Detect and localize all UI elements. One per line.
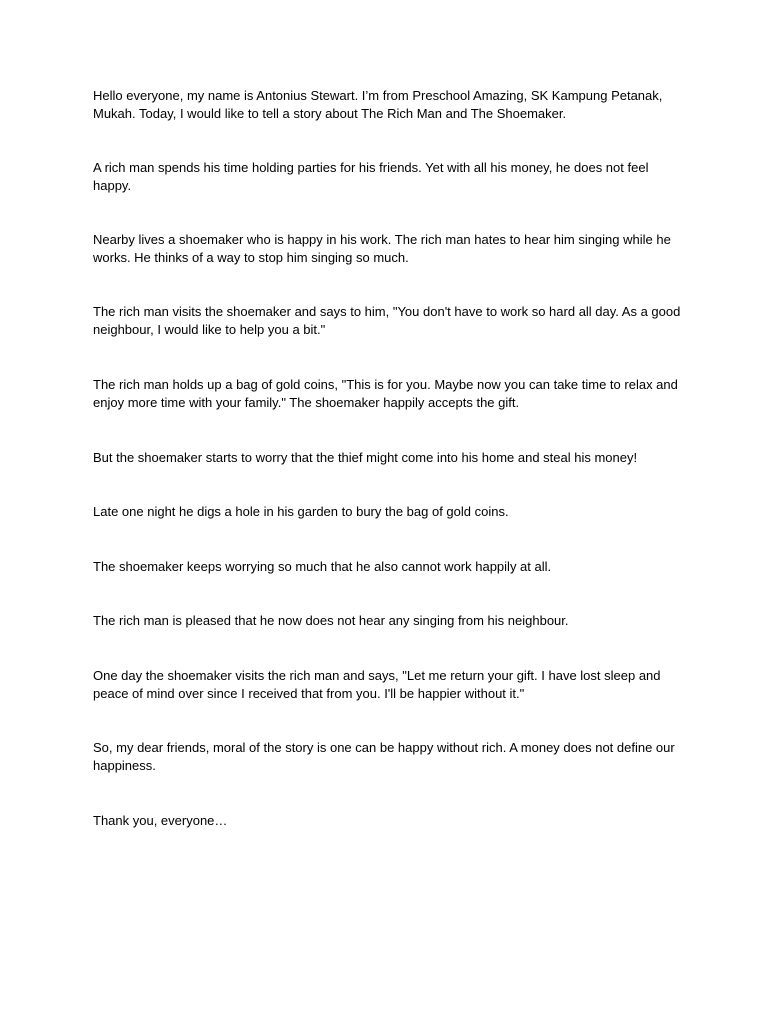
paragraph-moral: So, my dear friends, moral of the story is one can be happy without rich. A money does not define our happiness. [93, 740, 675, 774]
paragraph-keeps-worrying: The shoemaker keeps worrying so much that he also cannot work happily at all. [93, 559, 552, 574]
paragraph-introduction: Hello everyone, my name is Antonius Stewart. I’m from Preschool Amazing, SK Kampung Petanak, Mukah. Today, I would like to tell a story about The Rich Man and The Shoemaker. [93, 88, 663, 122]
paragraph-visit: The rich man visits the shoemaker and says to him, "You don't have to work so hard all day. As a good neighbour, I would like to help you a bit." [93, 304, 681, 338]
paragraph-rich-man: A rich man spends his time holding parties for his friends. Yet with all his money, he does not feel happy. [93, 160, 649, 194]
paragraph-rich-man-pleased: The rich man is pleased that he now does not hear any singing from his neighbour. [93, 613, 569, 628]
paragraph-return-gift: One day the shoemaker visits the rich man and says, "Let me return your gift. I have lost sleep and peace of mind over since I received that from you. I'll be happier without it." [93, 668, 661, 702]
paragraph-worry: But the shoemaker starts to worry that the thief might come into his home and steal his money! [93, 450, 638, 465]
paragraph-closing: Thank you, everyone… [93, 813, 228, 828]
paragraph-gift: The rich man holds up a bag of gold coins, "This is for you. Maybe now you can take time to relax and enjoy more time with your family." The shoemaker happily accepts the gift. [93, 377, 678, 411]
paragraph-shoemaker: Nearby lives a shoemaker who is happy in his work. The rich man hates to hear him singing while he works. He thinks of a way to stop him singing so much. [93, 232, 671, 266]
paragraph-bury-coins: Late one night he digs a hole in his garden to bury the bag of gold coins. [93, 504, 509, 519]
